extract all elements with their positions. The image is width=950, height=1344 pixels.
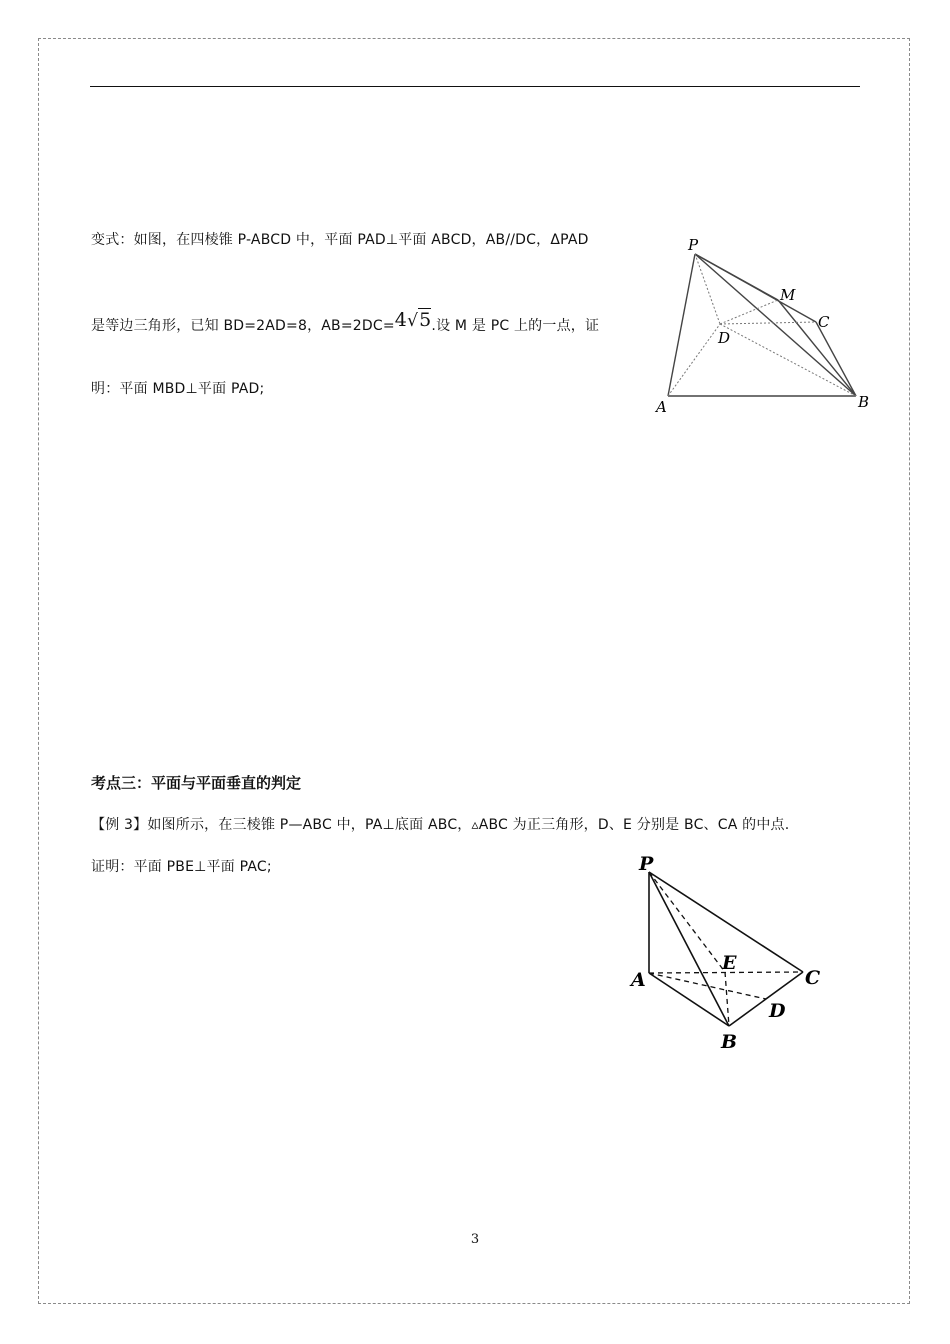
variant-line-2-tail: .设 M 是 PC 上的一点，证	[431, 318, 600, 334]
edge-ab	[649, 973, 729, 1026]
edge-pb	[649, 872, 729, 1026]
edge-pm	[695, 254, 778, 300]
figure-pyramid-pabcd	[648, 232, 888, 422]
label-c: C	[805, 967, 821, 989]
header-rule	[90, 86, 860, 87]
radical-sign: √	[407, 311, 419, 331]
label-c: C	[818, 313, 830, 331]
edge-pa	[668, 254, 695, 396]
page-number: 3	[470, 1232, 480, 1247]
label-b: B	[858, 393, 870, 411]
label-d: D	[769, 1000, 786, 1022]
edge-ad-hidden	[668, 324, 720, 396]
math-four-root-five	[395, 309, 432, 331]
section-heading: 考点三：平面与平面垂直的判定	[91, 774, 302, 792]
variant-line-2	[91, 309, 600, 335]
label-p: P	[688, 236, 699, 254]
label-m: M	[780, 286, 796, 304]
variant-line-2-text: 是等边三角形，已知 BD=2AD=8，AB=2DC=	[91, 318, 395, 334]
variant-line-3: 明：平面 MBD⊥平面 PAD;	[91, 381, 265, 397]
label-a: A	[656, 398, 667, 416]
variant-line-1: 变式：如图，在四棱锥 P-ABCD 中，平面 PAD⊥平面 ABCD，AB//DC，ΔPAD	[91, 232, 589, 248]
edge-pb	[695, 254, 856, 396]
example-3-line-2: 证明：平面 PBE⊥平面 PAC;	[91, 859, 272, 875]
label-p: P	[639, 853, 654, 875]
label-e: E	[722, 952, 737, 974]
edge-cb	[816, 322, 856, 396]
edge-dc-hidden	[720, 322, 816, 324]
label-b: B	[721, 1031, 738, 1053]
edge-mb	[778, 300, 856, 396]
page-border	[38, 38, 910, 1304]
edge-db-hidden	[720, 324, 856, 396]
figure-pyramid-pabc	[625, 848, 845, 1058]
math-radicand: 5	[419, 309, 432, 331]
example-3-line-1: 【例 3】如图所示，在三棱锥 P—ABC 中，PA⊥底面 ABC，▵ABC 为正三角形，D、E 分别是 BC、CA 的中点.	[91, 817, 790, 833]
label-d: D	[718, 329, 731, 347]
edge-pe-hidden	[649, 872, 725, 972]
math-coefficient: 4	[394, 309, 408, 331]
label-a: A	[631, 969, 646, 991]
